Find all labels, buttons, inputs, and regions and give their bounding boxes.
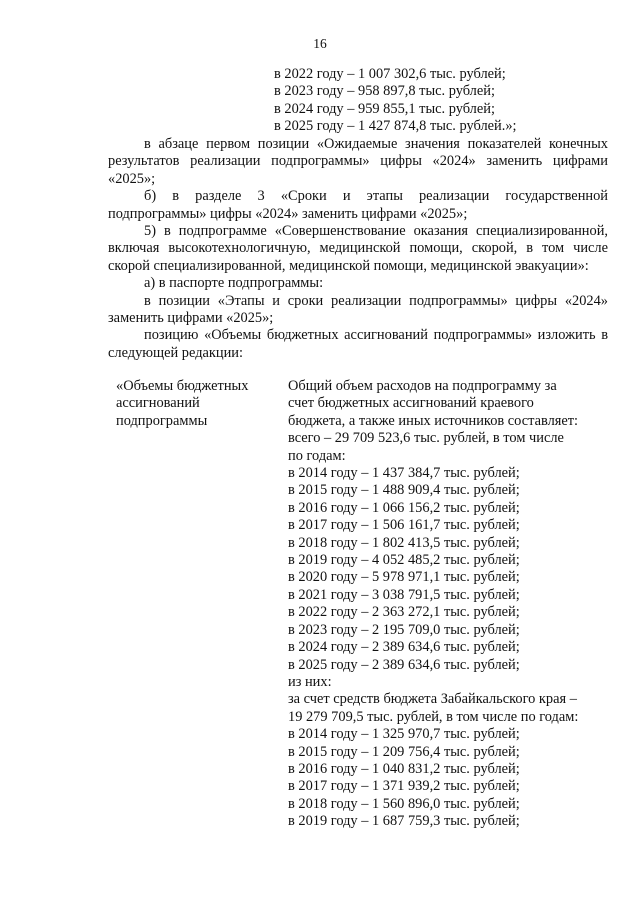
table-value-line: в 2019 году – 1 687 759,3 тыс. рублей;: [288, 813, 520, 830]
table-value-line: за счет средств бюджета Забайкальского края –: [288, 691, 577, 708]
table-value-line: в 2022 году – 2 363 272,1 тыс. рублей;: [288, 604, 520, 621]
funding-line: в 2023 году – 958 897,8 тыс. рублей;: [274, 83, 495, 100]
funding-line: в 2024 году – 959 855,1 тыс. рублей;: [274, 100, 495, 117]
paragraph: в абзаце первом позиции «Ожидаемые значения показателей конечных результатов реализации подпрограммы» цифры «2024» заменить цифрами «2025»;: [108, 136, 608, 187]
table-value-line: бюджета, а также иных источников составляет:: [288, 412, 579, 429]
table-value-line: в 2017 году – 1 506 161,7 тыс. рублей;: [288, 517, 520, 534]
paragraph: а) в паспорте подпрограммы:: [144, 275, 324, 292]
table-value-line: в 2023 году – 2 195 709,0 тыс. рублей;: [288, 621, 520, 638]
table-value-line: Общий объем расходов на подпрограмму за: [288, 378, 557, 394]
table-value-line: из них:: [288, 673, 332, 690]
table-value-line: в 2015 году – 1 209 756,4 тыс. рублей;: [288, 743, 520, 760]
funding-by-year-list: [274, 66, 517, 136]
table-value-line: в 2017 году – 1 371 939,2 тыс. рублей;: [288, 778, 520, 795]
table-value-line: в 2015 году – 1 488 909,4 тыс. рублей;: [288, 482, 520, 499]
table-value-line: в 2016 году – 1 040 831,2 тыс. рублей;: [288, 760, 520, 777]
table-value-line: в 2020 году – 5 978 971,1 тыс. рублей;: [288, 569, 520, 586]
table-left-column: [116, 378, 276, 430]
table-value-line: по годам:: [288, 447, 346, 464]
page-number: 16: [313, 36, 327, 51]
table-value-line: всего – 29 709 523,6 тыс. рублей, в том числе: [288, 430, 564, 447]
paragraph: в позиции «Этапы и сроки реализации подпрограммы» цифры «2024» заменить цифрами «2025»;: [108, 292, 608, 327]
paragraph: позицию «Объемы бюджетных ассигнований подпрограммы» изложить в следующей редакции:: [108, 327, 608, 361]
table-label-line: ассигнований: [116, 395, 200, 412]
table-value-line: в 2018 году – 1 560 896,0 тыс. рублей;: [288, 795, 520, 812]
table-value-line: в 2016 году – 1 066 156,2 тыс. рублей;: [288, 499, 520, 516]
table-right-column: [288, 378, 608, 831]
table-value-line: 19 279 709,5 тыс. рублей, в том числе по годам:: [288, 708, 579, 725]
table-value-line: в 2019 году – 4 052 485,2 тыс. рублей;: [288, 552, 520, 569]
table-value-line: в 2014 году – 1 325 970,7 тыс. рублей;: [288, 726, 520, 743]
table-label-line: подпрограммы: [116, 412, 208, 429]
paragraph: б) в разделе 3 «Сроки и этапы реализации государственной подпрограммы» цифры «2024» заменить цифрами «2025»;: [108, 188, 608, 222]
paragraph: 5) в подпрограмме «Совершенствование оказания специализированной, включая высокотехнологичную, медицинской помощи, скорой, в том числе скорой специализированной, медицинской помощи, медицинской эвакуации»:: [108, 223, 608, 274]
document-body: [108, 136, 608, 362]
table-value-line: в 2025 году – 2 389 634,6 тыс. рублей;: [288, 656, 520, 673]
table-value-line: в 2018 году – 1 802 413,5 тыс. рублей;: [288, 534, 520, 551]
funding-line: в 2022 году – 1 007 302,6 тыс. рублей;: [274, 66, 506, 82]
table-value-line: счет бюджетных ассигнований краевого: [288, 395, 534, 412]
table-value-line: в 2014 году – 1 437 384,7 тыс. рублей;: [288, 465, 520, 482]
funding-line: в 2025 году – 1 427 874,8 тыс. рублей.»;: [274, 118, 517, 135]
table-label-line: «Объемы бюджетных: [116, 378, 249, 394]
table-value-line: в 2024 году – 2 389 634,6 тыс. рублей;: [288, 639, 520, 656]
table-value-line: в 2021 году – 3 038 791,5 тыс. рублей;: [288, 586, 520, 603]
